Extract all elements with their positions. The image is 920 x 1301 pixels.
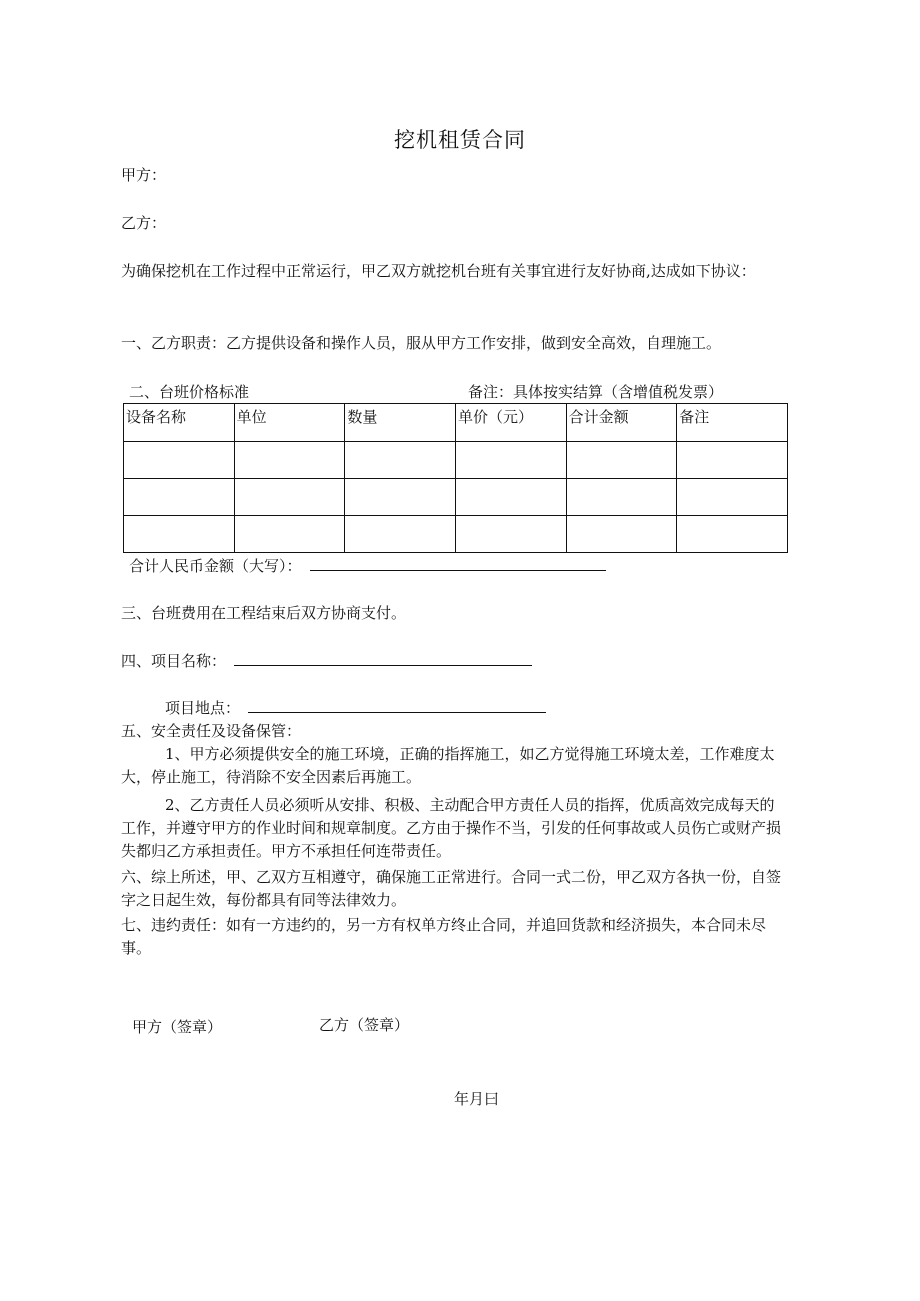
table-cell [566,479,677,516]
table-cell [345,516,456,553]
table-header-cell: 备注 [677,404,788,442]
table-row [124,479,788,516]
party-b-signature: 乙方（签章） [319,1016,410,1034]
project-location-label: 项目地点： [165,699,241,717]
document-title: 挖机租赁合同 [394,128,526,152]
table-cell [455,442,566,479]
table-header-cell: 单价（元） [455,404,566,442]
total-amount-blank [310,569,606,571]
signing-date: 年月曰 [454,1090,500,1108]
clause-6: 六、综上所述，甲、乙双方互相遵守，确保施工正常进行。合同一式二份，甲乙双方各执一份，自签字之日起生效，每份都具有同等法律效力。 [121,868,782,909]
table-header-row [124,404,788,442]
table-cell [234,442,345,479]
total-amount-label: 合计人民币金额（大写）： [129,557,302,575]
price-table [123,403,788,553]
table-cell [677,516,788,553]
table-cell [234,479,345,516]
project-location-line [165,697,546,718]
table-header-cell: 设备名称 [124,404,235,442]
project-name-label: 四、项目名称： [121,652,227,670]
party-a-label: 甲方： [121,166,167,184]
table-cell [345,442,456,479]
table-header-cell: 单位 [234,404,345,442]
table-cell [566,516,677,553]
clause-5-item-1: 1、甲方必须提供安全的施工环境，正确的指挥施工，如乙方觉得施工环境太差，工作难度太大，停止施工，待消除不安全因素后再施工。 [121,745,775,786]
table-cell [455,479,566,516]
table-cell [124,516,235,553]
clause-5-item-2: 2、乙方责任人员必须听从安排、积极、主动配合甲方责任人员的指挥，优质高效完成每天的工作，并遵守甲方的作业时间和规章制度。乙方由于操作不当，引发的任何事故或人员伤亡或财产损失都归乙方承担责任。甲方不承担任何连带责任。 [121,796,782,860]
intro-paragraph: 为确保挖机在工作过程中正常运行，甲乙双方就挖机台班有关事宜进行友好协商,达成如下协议： [121,262,756,280]
table-cell [677,442,788,479]
clause-3: 三、台班费用在工程结束后双方协商支付。 [121,604,407,622]
table-cell [234,516,345,553]
clause-2-note: 备注：具体按实结算（含增值税发票） [468,383,724,401]
table-row [124,442,788,479]
clause-7: 七、违约责任：如有一方违约的，另一方有权单方终止合同，并追回货款和经济损失，本合同未尽事。 [121,916,767,957]
clause-2-label: 二、台班价格标准 [129,383,250,401]
party-a-signature: 甲方（签章） [132,1018,223,1036]
table-row [124,516,788,553]
table-header-cell: 合计金额 [566,404,677,442]
table-cell [677,479,788,516]
party-b-label: 乙方： [121,214,167,232]
project-name-line [121,650,532,673]
project-name-blank [234,664,532,666]
table-cell [345,479,456,516]
clause-1: 一、乙方职责：乙方提供设备和操作人员，服从甲方工作安排，做到安全高效，自理施工。 [121,334,722,352]
table-header-cell: 数量 [345,404,456,442]
table-cell [455,516,566,553]
clause-5-title: 五、安全责任及设备保管： [121,722,302,740]
project-location-blank [248,711,546,713]
table-cell [124,479,235,516]
table-cell [124,442,235,479]
table-cell [566,442,677,479]
total-amount-line [129,555,606,576]
